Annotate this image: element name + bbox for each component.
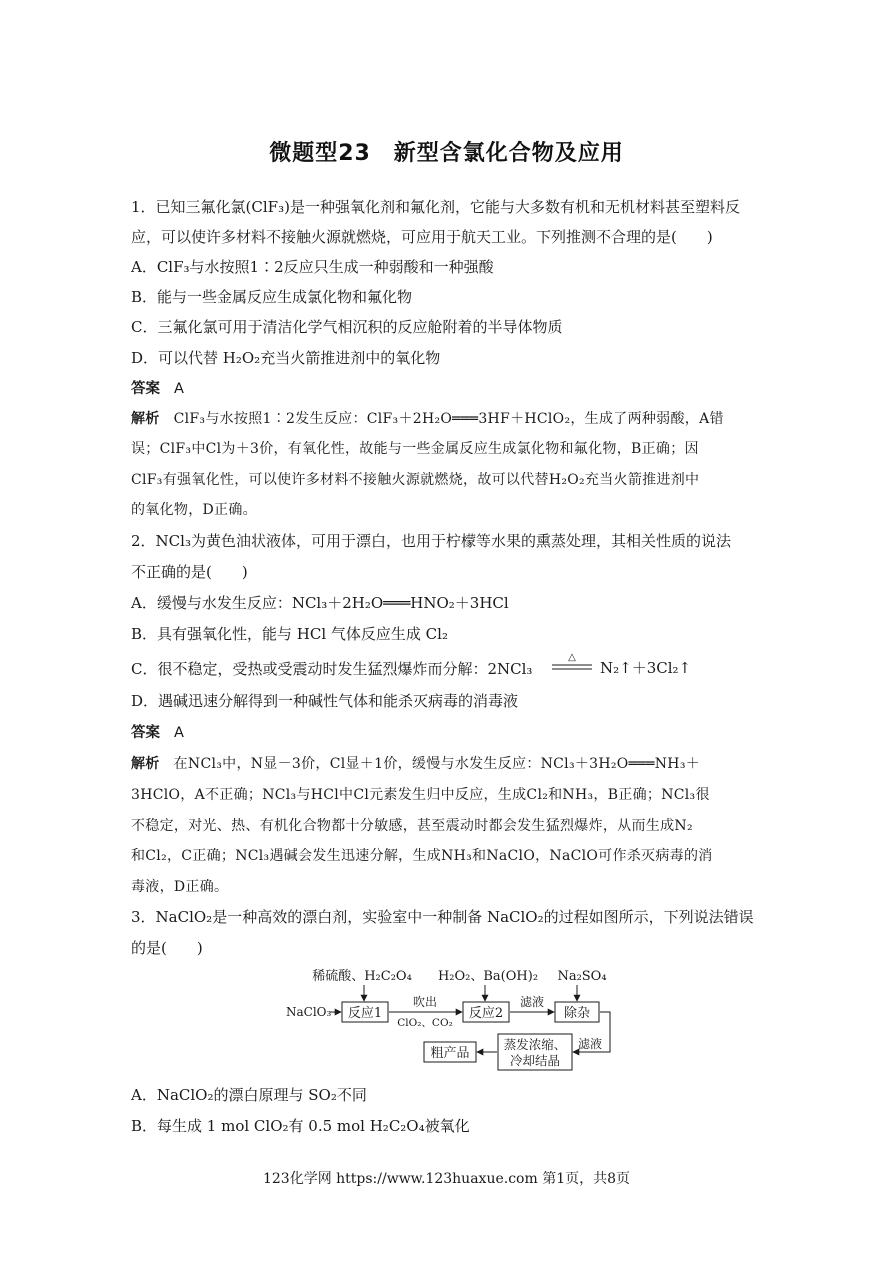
- arrow-3-label: 滤液: [577, 1037, 603, 1051]
- reaction-2-box: [463, 1002, 509, 1022]
- analysis-label: 解析: [131, 756, 160, 772]
- line-text: 不稳定，对光、热、有机化合物都十分敏感，甚至震动时都会发生猛烈爆炸，从而生成N₂: [131, 818, 693, 834]
- reaction-1-box: [342, 1002, 388, 1022]
- line-text: B．能与一些金属反应生成氯化物和氟化物: [131, 288, 413, 306]
- purification-box: [555, 1002, 599, 1022]
- line-text: 误；ClF₃中Cl为＋3价，有氧化性，故能与一些金属反应生成氯化物和氟化物，B正确；因: [131, 441, 699, 457]
- answer-label: 答案: [131, 381, 160, 397]
- line-text: D．可以代替 H₂O₂充当火箭推进剂中的氧化物: [131, 349, 441, 367]
- reagent-2-label: H₂O₂、Ba(OH)₂: [437, 969, 539, 984]
- line-text: 的是( ): [131, 939, 203, 957]
- line-text: D．遇碱迅速分解得到一种碱性气体和能杀灭病毒的消毒液: [131, 692, 519, 710]
- text-line: [131, 347, 440, 369]
- text-line: [131, 592, 509, 614]
- text-line: [131, 316, 562, 338]
- text-line: [131, 753, 700, 775]
- line-text: 毒液，D正确。: [131, 879, 229, 895]
- line-text: 的氧化物，D正确。: [131, 502, 257, 518]
- line-text: 应，可以使许多材料不接触火源就燃烧，可应用于航天工业。下列推测不合理的是( ): [131, 228, 713, 246]
- line-text: ClF₃有强氧化性，可以使许多材料不接触火源就燃烧，故可以代替H₂O₂充当火箭推进剂中: [131, 472, 700, 488]
- answer-value: A: [174, 725, 184, 741]
- page-footer: 123化学网 https://www.123huaxue.com 第1页，共8页: [262, 1171, 631, 1187]
- evaporation-label-2: 冷却结晶: [509, 1053, 561, 1068]
- line-text: A．NaClO₂的漂白原理与 SO₂不同: [131, 1086, 367, 1104]
- evaporation-label-1: 蒸发浓缩、: [503, 1037, 567, 1052]
- purification-label: 除杂: [563, 1006, 591, 1021]
- line-text: 不正确的是( ): [131, 563, 248, 581]
- text-line: [131, 906, 754, 928]
- text-line: [131, 937, 203, 959]
- text-line: [131, 1115, 470, 1137]
- answer-value: A: [174, 381, 184, 397]
- line-text: B．每生成 1 mol ClO₂有 0.5 mol H₂C₂O₄被氧化: [131, 1117, 470, 1135]
- text-line: [131, 469, 699, 491]
- q2c-products: N₂↑＋3Cl₂↑: [600, 659, 692, 677]
- line-text: A．缓慢与水发生反应：NCl₃＋2H₂O═══HNO₂＋3HCl: [131, 594, 509, 612]
- line-text: 3HClO，A不正确；NCl₃与HCl中Cl元素发生归中反应，生成Cl₂和NH₃，B正确；NCl₃很: [131, 787, 710, 803]
- text-line: [131, 256, 494, 278]
- text-line: [131, 658, 532, 680]
- analysis-label: 解析: [131, 411, 160, 427]
- answer-line: [131, 378, 184, 400]
- line-text: 和Cl₂，C正确；NCl₃遇碱会发生迅速分解，生成NH₃和NaClO，NaClO可作杀灭病毒的消: [131, 848, 713, 864]
- text-line: [131, 408, 724, 430]
- line-text: 1．已知三氟化氯(ClF₃)是一种强氧化剂和氟化剂，它能与大多数有机和无机材料甚至塑料反: [131, 198, 740, 216]
- arrow-1-bottom-label: ClO₂、CO₂: [397, 1017, 453, 1029]
- line-text: B．具有强氧化性，能与 HCl 气体反应生成 Cl₂: [131, 625, 448, 643]
- heat-symbol: △: [568, 652, 576, 663]
- crude-product-label: 粗产品: [430, 1046, 470, 1061]
- text-line: [131, 499, 257, 521]
- answer-label: 答案: [131, 725, 160, 741]
- reaction-1-label: 反应1: [347, 1006, 383, 1021]
- text-line: [131, 1084, 367, 1106]
- text-line: [131, 690, 518, 712]
- reaction-2-label: 反应2: [468, 1006, 504, 1021]
- page-title: 微题型23 新型含氯化合物及应用: [269, 141, 624, 166]
- reagent-3-label: Na₂SO₄: [557, 969, 607, 984]
- line-text: 在NCl₃中，N显－3价，Cl显＋1价，缓慢与水发生反应：NCl₃＋3H₂O═══NH₃＋: [173, 756, 701, 772]
- text-line: [131, 226, 713, 248]
- answer-line: [131, 722, 184, 744]
- arrow-2-top-label: 滤液: [519, 995, 545, 1009]
- line-text: 2．NCl₃为黄色油状液体，可用于漂白，也用于柠檬等水果的熏蒸处理，其相关性质的说法: [131, 532, 731, 550]
- line-text: C．很不稳定，受热或受震动时发生猛烈爆炸而分解：2NCl₃: [131, 660, 533, 678]
- arrow-1-top-label: 吹出: [412, 995, 438, 1009]
- line-text: ClF₃与水按照1∶2发生反应：ClF₃＋2H₂O═══3HF＋HClO₂，生成了两种弱酸，A错: [173, 411, 724, 427]
- crude-product-box: [424, 1042, 476, 1062]
- text-line: [131, 876, 228, 898]
- line-text: A．ClF₃与水按照1∶2反应只生成一种弱酸和一种强酸: [131, 258, 494, 276]
- text-line: [131, 196, 740, 218]
- text-line: [131, 438, 699, 460]
- text-line: [131, 623, 448, 645]
- text-line: [131, 530, 731, 552]
- reagent-1-label: 稀硫酸、H₂C₂O₄: [312, 969, 412, 984]
- start-material-label: NaClO₃: [286, 1005, 332, 1019]
- text-line: [131, 845, 713, 867]
- text-line: [131, 286, 412, 308]
- line-text: 3．NaClO₂是一种高效的漂白剂，实验室中一种制备 NaClO₂的过程如图所示，下列说法错误: [131, 908, 754, 926]
- q2c-condition-arrow: [552, 652, 691, 677]
- text-line: [131, 784, 710, 806]
- evaporation-box: [498, 1034, 572, 1070]
- text-line: [131, 561, 248, 583]
- text-line: [131, 815, 693, 837]
- line-text: C．三氟化氯可用于清洁化学气相沉积的反应舱附着的半导体物质: [131, 318, 563, 336]
